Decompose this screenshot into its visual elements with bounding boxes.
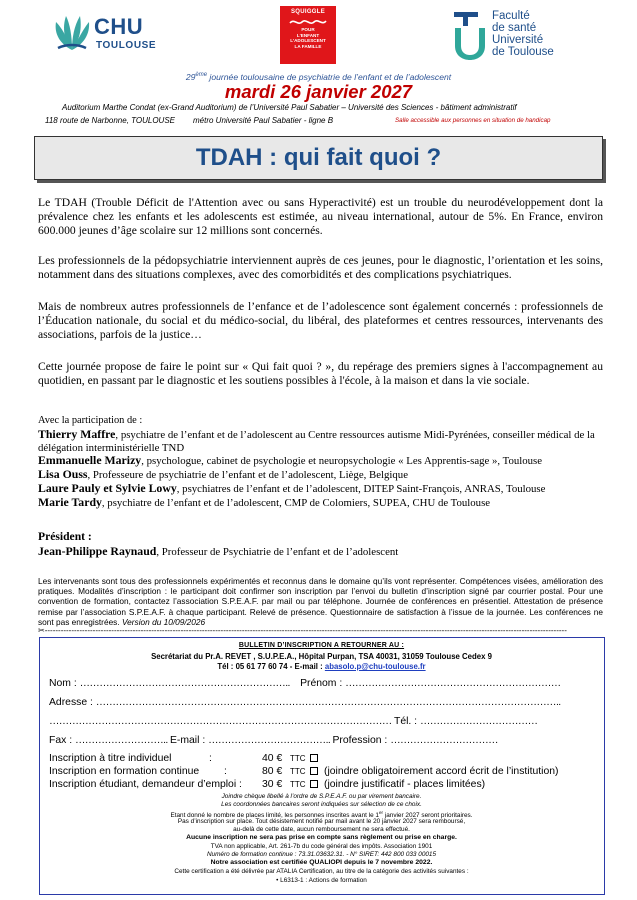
president-block — [38, 530, 603, 559]
form-contact-tel: Tél : 05 61 77 60 74 - E-mail : — [217, 662, 325, 671]
price-label: Inscription en formation continue — [49, 766, 200, 777]
note-certification: Cette certification a été délivrée par ATALIA Certification, au titre de la catégorie des activités suivantes : — [174, 868, 469, 875]
price-label: Inscription à titre individuel — [49, 753, 172, 764]
chu-logo-city: TOULOUSE — [96, 40, 157, 51]
participant-row — [38, 482, 603, 496]
nom-label: Nom : — [49, 678, 77, 689]
price-amount: 80 € — [262, 766, 283, 777]
note-cancel-2: au-delà de cette date, aucun remboursement ne sera effectué. — [233, 826, 410, 833]
profession-field[interactable]: …………………………… — [390, 735, 498, 746]
nom-field[interactable]: ……………………………………………………….. — [79, 678, 293, 689]
price-note: (joindre obligatoirement accord écrit de l’institution) — [324, 766, 559, 777]
day-purpose-paragraph: Cette journée propose de faire le point sur « Qui fait quoi ? », du repérage des premiers signes à l'accompagnement au quotidien, en passant par le diagnostic et les soutiens possibles à l'école, à la maison et dans la vie sociale. — [38, 360, 603, 388]
venue-metro: métro Université Paul Sabatier - ligne B — [193, 116, 334, 125]
price-colon: : — [224, 766, 227, 777]
address-row — [49, 697, 599, 708]
venue-address: 118 route de Narbonne, TOULOUSE — [45, 116, 175, 125]
page-header — [0, 0, 637, 70]
participant-row — [38, 454, 603, 468]
price-amount: 40 € — [262, 753, 283, 764]
participants-list — [38, 415, 603, 510]
price-checkbox-individual[interactable] — [310, 754, 318, 762]
participant-name: Laure Pauly — [38, 480, 101, 495]
professionals-paragraph: Les professionnels de la pédopsychiatrie interviennent auprès de ces jeunes, pour le diagnostic, l’orientation et les soins, notamment dans des situations complexes, avec des comorbidités et des complications psychiatriques. — [38, 254, 603, 282]
event-ordinal-suffix: ème — [195, 72, 208, 79]
participant-desc: , psychiatres de l’enfant et de l’adolescent, DITEP Saint-François, ANRAS, Toulouse — [176, 482, 546, 495]
note-priority-text-end: janvier 2027 seront prioritaires. — [383, 812, 473, 820]
squiggle-logo — [280, 6, 336, 64]
participant-name: Marie Tardy — [38, 494, 102, 509]
faculty-logo — [452, 10, 592, 62]
price-ttc: TTC — [290, 767, 306, 776]
chu-shell-icon — [52, 14, 92, 54]
squiggle-wave-icon — [288, 17, 328, 27]
president-desc: , Professeur de Psychiatrie de l’enfant et de l’adolescent — [156, 546, 399, 558]
page-title: TDAH : qui fait quoi ? — [195, 144, 442, 171]
president-label: Président : — [38, 530, 92, 543]
faculty-mark-icon — [452, 10, 488, 62]
email-label: E-mail : — [169, 735, 206, 746]
faculty-line: de santé — [492, 22, 537, 34]
prenom-label: Prénom : — [300, 678, 343, 689]
chu-toulouse-logo — [52, 12, 162, 58]
venue-line: Auditorium Marthe Condat (ex-Grand Auditorium) de l’Université Paul Sabatier – Université des Sciences - bâtiment administratif — [62, 103, 517, 112]
price-ttc: TTC — [290, 780, 306, 789]
adresse-field-2[interactable]: …………………………………………………………………………………………… — [49, 716, 394, 727]
note-bank: Les coordonnées bancaires seront indiquées sur sélection de ce choix. — [221, 801, 422, 808]
participant-desc: , psychologue, cabinet de psychologie et neuropsychologie « Les Apprentis-sage », Toulouse — [141, 455, 543, 468]
event-ordinal: 29 — [185, 72, 196, 82]
other-professionals-paragraph: Mais de nombreux autres professionnels de l’enfance et de l’adolescence sont également concernés : professionnels de l’Éducation nationale, du social et du médico-social, du libéral, des plateformes et centres ressources, intervenants des associations, parfois de la justice… — [38, 300, 603, 342]
event-subtitle-text: journée toulousaine de psychiatrie de l’enfant et de l’adolescent — [207, 72, 452, 82]
fax-row — [49, 735, 599, 746]
faculty-line: Faculté — [492, 10, 530, 22]
squiggle-line: L'ADOLESCENT — [290, 38, 326, 44]
adresse-field[interactable]: …………………………………………………………………………………………………………………………….. — [95, 697, 561, 708]
adresse-label: Adresse : — [49, 697, 93, 708]
scissors-icon: ✂ — [38, 626, 45, 635]
fax-label: Fax : — [49, 735, 73, 746]
squiggle-line: POUR — [301, 27, 315, 32]
phone-row — [49, 716, 599, 727]
note-priority-sup: er — [379, 810, 384, 815]
footnote-version: Version du 10/09/2026 — [121, 616, 206, 627]
intro-paragraph: Le TDAH (Trouble Déficit de l'Attention avec ou sans Hyperactivité) est un trouble du neurodéveloppement dont la prévalence chez les enfants et les adolescents est estimée, au niveau international, autour de 5%. En France, environ 600.000 jeunes d’âge scolaire sur 12 millions sont concernés. — [38, 196, 603, 238]
price-label: Inscription étudiant, demandeur d’emploi : — [49, 779, 242, 790]
participant-joiner: et — [100, 480, 116, 495]
participant-name: Sylvie Lowy — [115, 480, 177, 495]
faculty-line: de Toulouse — [492, 46, 554, 58]
form-contact — [40, 662, 603, 671]
address-line — [45, 116, 605, 128]
price-ttc: TTC — [290, 754, 306, 763]
accessibility-note: Salle accessible aux personnes en situation de handicap — [395, 117, 551, 124]
note-priority-text: Etant donné le nombre de places limité, les personnes inscrites avant le 1 — [170, 812, 379, 820]
note-tva: TVA non applicable, Art. 261-7b du code général des impôts. Association 1901 — [210, 843, 433, 850]
name-row — [49, 678, 599, 689]
footnote-text: Les intervenants sont tous des professionnels expérimentés et reconnus dans le domaine qu’ils vont représenter. Compétences visées, amélioration des pratiques. Modalités d’inscription : le participant doit confirmer son inscription par l’envoi du bulletin d’inscription signé par courrier postal. Pour une convention de formation, contactez l’association S.P.E.A.F. par mail ou par téléphone. Journée de conférences en présentiel. Attestation de présence remise par l’association S.P.E.A.F. à chaque participant. Relevé de présence. Questionnaire de satisfaction à l’issue de la journée. Les conférences ne sont pas enregistrées. — [38, 576, 603, 627]
price-colon: : — [209, 753, 212, 764]
participant-desc: , Professeure de psychiatrie de l’enfant et de l’adolescent, Liège, Belgique — [87, 469, 408, 482]
chu-logo-name: CHU — [94, 14, 144, 39]
faculty-line: Université — [492, 34, 544, 46]
note-cheque: Joindre chèque libellé à l’ordre de S.P.E.A.F. ou par virement bancaire. — [221, 793, 422, 800]
participant-desc: , psychiatre de l’enfant et de l’adolescent au Centre ressources autisme Midi-Pyrénées, conseiller médical de la délégation interministérielle TND — [38, 428, 595, 454]
form-contact-email[interactable]: abasolo.p@chu-toulouse.fr — [324, 662, 426, 671]
note-cancel: Pas d’inscription sur place. Tout désistement notifié par mail avant le 20 janvier 2027 sera remboursé, — [177, 818, 466, 825]
participant-row — [38, 468, 603, 482]
price-amount: 30 € — [262, 779, 283, 790]
participant-row — [38, 496, 603, 510]
footnote — [38, 576, 603, 627]
squiggle-line: LA FAMILLE — [294, 43, 322, 49]
participant-desc: , psychiatre de l’enfant et de l’adolescent, CMP de Colomiers, SUPEA, CHU de Toulouse — [101, 496, 491, 509]
squiggle-line: L'ENFANT — [296, 32, 320, 38]
price-checkbox-continuing[interactable] — [310, 767, 318, 775]
tel-label: Tél. : — [393, 716, 418, 727]
prenom-field[interactable]: ………………………………………………………… — [345, 678, 561, 689]
participant-row — [38, 428, 603, 455]
president-row — [38, 544, 603, 559]
form-heading: BULLETIN D’INSCRIPTION A RETOURNER AU : — [238, 642, 405, 649]
event-date: mardi 26 janvier 2027 — [224, 81, 413, 102]
tel-field[interactable]: ……………………………… — [419, 716, 538, 727]
note-qualiopi: Notre association est certifiée QUALIOPI depuis le 7 novembre 2022. — [210, 859, 433, 866]
participant-name: Emmanuelle Marizy — [38, 453, 142, 468]
participant-name: Lisa Ouss — [38, 467, 88, 482]
form-secretariat: Secrétariat du Pr.A. REVET , S.U.P.E.A., Hôpital Purpan, TSA 40031, 31059 Toulouse Cedex 9 — [151, 652, 492, 661]
note-action-category: • L6313-1 : Actions de formation — [276, 877, 367, 884]
fax-field[interactable]: ……………………….. — [75, 735, 170, 746]
title-box — [34, 136, 603, 180]
note-payment-required: Aucune inscription ne sera pas prise en compte sans règlement ou prise en charge. — [186, 834, 457, 841]
note-training-number: Numéro de formation continue : 73.31.03632.31. - N° SIRET: 442 800 033 00015 — [206, 851, 437, 858]
participant-name: Thierry Maffre — [38, 426, 116, 441]
cut-line: ✂---------------------------------------------------------------------------------------------------------------------------------------------------------------------------------------------------- — [38, 626, 567, 635]
price-checkbox-student[interactable] — [310, 780, 318, 788]
participants-intro: Avec la participation de : — [38, 415, 143, 426]
profession-label: Profession : — [332, 735, 388, 746]
email-field[interactable]: ……………………………….. — [208, 735, 333, 746]
registration-form — [39, 637, 605, 895]
price-note: (joindre justificatif - places limitées) — [324, 779, 486, 790]
president-name: Jean-Philippe Raynaud — [38, 544, 157, 558]
squiggle-logo-name: SQUIGGLE — [290, 9, 326, 15]
